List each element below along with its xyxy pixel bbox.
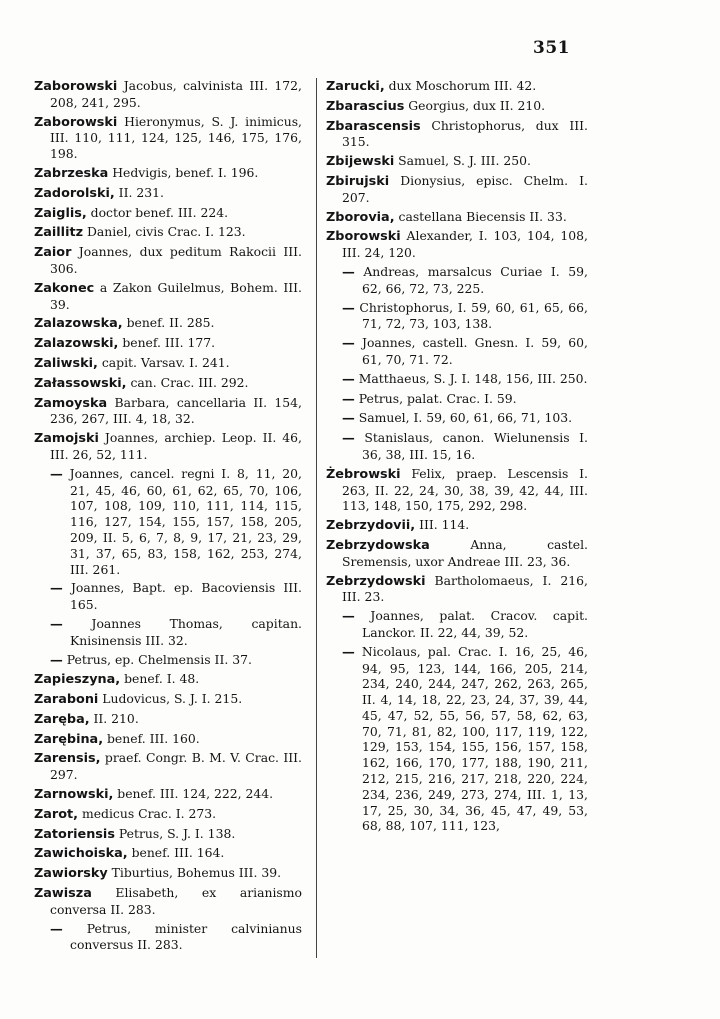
index-entry [326,118,588,151]
entry-text: Ludovicus, S. J. I. 215. [98,691,243,707]
entry-headword: Zborovia, [326,209,395,225]
index-column-left [34,78,302,953]
index-entry [34,865,302,882]
entry-text: can. Crac. III. 292. [126,374,249,390]
index-entry [34,921,302,954]
index-entry [326,573,588,606]
entry-text: benef. III. 164. [127,845,225,861]
index-entry [34,652,302,669]
entry-text: Anna, castel. Sremensis, uxor Andreae III. 23, 36. [342,536,588,569]
entry-headword: Zbirujski [326,173,390,189]
index-entry [34,280,302,313]
entry-headword: Zbarascensis [326,118,421,134]
entry-headword: Zawisza [34,886,92,902]
index-entry [326,209,588,226]
entry-headword: Zaiglis, [34,205,87,221]
entry-headword: Zebrzydowska [326,537,430,553]
entry-text: Christophorus, dux III. 315. [342,117,588,150]
index-entry [34,466,302,578]
index-entry [34,731,302,748]
entry-text: Christophorus, I. 59, 60, 61, 65, 66, 71, 72, 73, 103, 138. [354,299,588,332]
entry-text: III. 114. [415,517,470,533]
index-entry [34,845,302,862]
index-entry [34,165,302,182]
entry-text: benef. I. 48. [120,671,200,687]
entry-text: benef. III. 177. [118,335,216,351]
index-entry [34,78,302,111]
entry-text: II. 210. [89,710,139,726]
index-entry [34,315,302,332]
entry-text: Matthaeus, S. J. I. 148, 156, III. 250. [354,370,588,386]
entry-text: Barbara, cancellaria II. 154, 236, 267, III. 4, 18, 32. [50,394,302,427]
entry-headword: Zarensis, [34,751,101,767]
index-entry [34,786,302,803]
entry-headword: Żebrowski [326,466,401,482]
entry-text: Bartholomaeus, I. 216, III. 23. [342,572,588,605]
index-entry [326,537,588,570]
entry-text: castellana Biecensis II. 33. [394,208,567,224]
entry-text: praef. Congr. B. M. V. Crac. III. 297. [50,750,302,783]
entry-headword: — [342,431,355,447]
index-entry [34,580,302,613]
index-entry [34,711,302,728]
entry-text: Samuel, I. 59, 60, 61, 66, 71, 103. [354,410,573,426]
index-entry [326,517,588,534]
entry-text: Joannes Thomas, capitan. Knisinensis III. 32. [62,615,302,648]
index-entry [34,185,302,202]
entry-headword: Zalazowska, [34,316,123,332]
entry-headword: Zawiorsky [34,866,108,882]
entry-headword: Zaior [34,245,72,261]
index-entry [34,826,302,843]
entry-headword: Zebrzydowski [326,573,426,589]
entry-headword: Zakonec [34,280,95,296]
index-entry [326,228,588,261]
index-entry [326,608,588,641]
entry-headword: Zarucki, [326,79,385,94]
entry-headword: Zamoyska [34,395,108,411]
entry-text: dux Moschorum III. 42. [384,78,537,93]
entry-headword: — [342,609,355,625]
index-entry [326,98,588,115]
column-divider [316,78,317,958]
entry-headword: — [50,921,63,937]
entry-headword: — [342,644,355,660]
entry-text: Petrus, minister calvinianus conversus II. 283. [62,920,302,953]
index-entry [34,395,302,428]
index-entry [326,153,588,170]
entry-text: Joannes, archiep. Leop. II. 46, III. 26, 52, 111. [50,430,302,462]
entry-headword: — [342,391,355,407]
entry-headword: Zborowski [326,229,401,245]
entry-text: Tiburtius, Bohemus III. 39. [107,865,282,881]
entry-headword: Zatoriensis [34,826,115,842]
entry-text: Samuel, S. J. III. 250. [394,153,531,169]
entry-text: Joannes, cancel. regni I. 8, 11, 20, 21, 45, 46, 60, 61, 62, 65, 70, 106, 107, 108, 109, 110, 111, 114, 115, 116, 127, 154, 155, 157, 158, 205, 209, II. 5, 6, 7, 8, 9, 17, 21, 23, 29, 31, 37, 65, 83, 158, 162, 253, 274, III. 261. [62,465,302,577]
entry-headword: — [342,300,355,316]
entry-text: Hedvigis, benef. I. 196. [108,164,259,180]
index-entry [34,691,302,708]
index-entry [326,410,588,427]
entry-headword: Zaborowski [34,114,118,130]
entry-headword: — [50,581,63,597]
entry-headword: Zebrzydovii, [326,518,416,534]
entry-text: doctor benef. III. 224. [86,204,229,220]
entry-headword: Zbijewski [326,154,395,170]
entry-headword: Zabrzeska [34,165,109,181]
entry-headword: Zarębina, [34,731,104,747]
entry-headword: Zaliwski, [34,355,98,371]
index-entry [34,355,302,372]
entry-text: Nicolaus, pal. Crac. I. 16, 25, 46, 94, 95, 123, 144, 166, 205, 214, 234, 240, 244, 247, 262, 263, 265, II. 4, 14, 18, 22, 23, 24, 37, 39, 44, 45, 47, 52, 55, 56, 57, 58, 62, 63, 70, 71, 81, 82, 100, 117, 119, 122, 129, 153, 154, 155, 156, 157, 158, 162, 166, 170, 177, 188, 190, 211, 212, 215, 216, 217, 218, 220, 224, 234, 236, 249, 273, 274, III. 1, 13, 17, 25, 30, 34, 36, 45, 47, 49, 53, 68, 88, 107, 111, 123, [354,643,588,834]
index-entry [34,335,302,352]
entry-text: medicus Crac. I. 273. [78,805,217,821]
index-entry [34,224,302,241]
index-entry [326,173,588,206]
entry-headword: Zadorolski, [34,185,115,201]
index-entry [34,885,302,918]
entry-text: II. 231. [114,184,164,200]
index-entry [326,644,588,835]
index-entry [34,375,302,392]
index-entry [34,114,302,162]
entry-headword: Zamojski [34,431,99,447]
entry-headword: Zarot, [34,806,78,822]
entry-text: Petrus, S. J. I. 138. [114,825,236,841]
entry-headword: — [50,466,63,482]
entry-text: capit. Varsav. I. 241. [97,354,230,370]
entry-headword: Załassowski, [34,375,127,391]
index-entry [326,391,588,408]
index-entry [326,300,588,333]
entry-headword: Zaraboni [34,692,99,708]
entry-headword: Zalazowski, [34,336,119,352]
entry-text: Joannes, palat. Cracov. capit. Lanckor. II. 22, 44, 39, 52. [354,608,588,640]
index-entry [326,371,588,388]
entry-headword: Zaillitz [34,225,84,241]
index-entry [326,264,588,297]
entry-text: Daniel, civis Crac. I. 123. [83,224,246,240]
page-number: 351 [533,38,570,58]
index-column-right [326,78,588,834]
index-entry [34,671,302,688]
index-entry [34,244,302,277]
entry-headword: — [50,616,63,632]
index-entry [34,205,302,222]
entry-headword: — [342,371,355,387]
entry-text: Georgius, dux II. 210. [404,97,546,113]
index-entry [34,750,302,783]
entry-text: benef. III. 124, 222, 244. [113,786,274,802]
index-entry [326,466,588,514]
index-entry [326,430,588,463]
entry-text: Alexander, I. 103, 104, 108, III. 24, 120. [342,228,588,261]
index-entry [34,616,302,649]
entry-text: a Zakon Guilelmus, Bohem. III. 39. [50,279,302,312]
entry-text: Joannes, Bapt. ep. Bacoviensis III. 165. [62,580,302,613]
index-entry [34,430,302,463]
entry-headword: Zaręba, [34,711,90,727]
index-entry [326,335,588,368]
entry-headword: Zbarascius [326,98,405,114]
entry-text: Dionysius, episc. Chelm. I. 207. [342,172,588,205]
entry-text: Andreas, marsalcus Curiae I. 59, 62, 66, 72, 73, 225. [354,263,588,296]
entry-text: Hieronymus, S. J. inimicus, III. 110, 111, 124, 125, 146, 175, 176, 198. [50,113,302,162]
entry-headword: — [342,411,355,427]
entry-headword: Zawichoiska, [34,846,128,862]
index-entry [326,78,588,95]
entry-text: Stanislaus, canon. Wielunensis I. 36, 38, III. 15, 16. [354,430,588,462]
entry-headword: Zaborowski [34,79,118,94]
entry-text: benef. III. 160. [103,730,200,746]
index-entry [34,806,302,823]
entry-headword: — [50,652,63,668]
entry-text: Petrus, ep. Chelmensis II. 37. [62,651,252,667]
entry-headword: Zapieszyna, [34,672,121,688]
entry-text: Joannes, castell. Gnesn. I. 59, 60, 61, 70, 71. 72. [354,335,588,367]
entry-headword: — [342,264,355,280]
entry-headword: — [342,336,355,352]
entry-text: Jacobus, calvinista III. 172, 208, 241, 295. [50,78,302,110]
entry-text: Felix, praep. Lescensis I. 263, II. 22, 24, 30, 38, 39, 42, 44, III. 113, 148, 150, 175, 292, 298. [342,465,588,514]
entry-headword: Zarnowski, [34,787,114,803]
entry-text: Joannes, dux peditum Rakocii III. 306. [50,244,302,276]
entry-text: Petrus, palat. Crac. I. 59. [354,390,517,406]
entry-text: benef. II. 285. [122,315,215,331]
entry-text: Elisabeth, ex arianismo conversa II. 283. [50,885,302,917]
